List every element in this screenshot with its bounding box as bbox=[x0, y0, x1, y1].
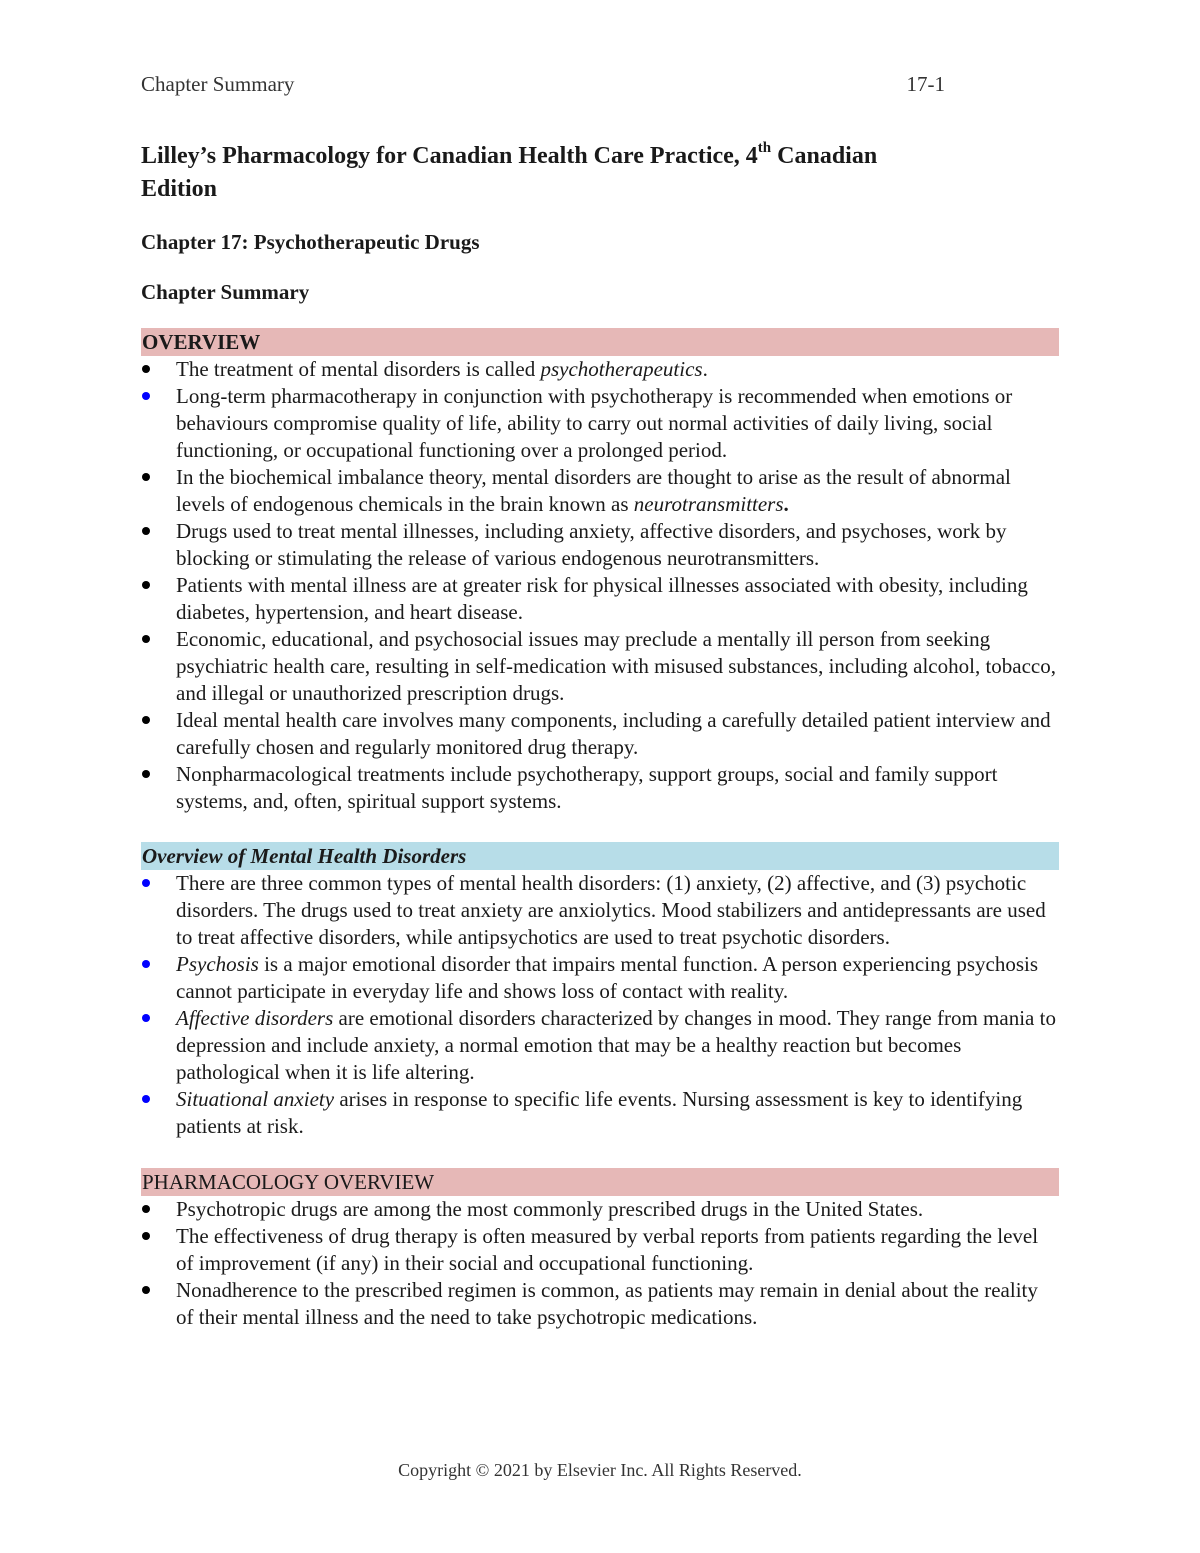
mental-health-header: Overview of Mental Health Disorders bbox=[141, 842, 1059, 870]
overview-list bbox=[141, 356, 1059, 815]
list-item-text: is a major emotional disorder that impairs mental function. A person experiencing psychosis cannot participate in everyday life and shows loss of contact with reality. bbox=[176, 952, 1038, 1003]
list-item-text: There are three common types of mental health disorders: (1) anxiety, (2) affective, and (3) psychotic disorders. The drugs used to treat anxiety are anxiolytics. Mood stabilizers and antidepressants are used to treat affective disorders, while antipsychotics are used to treat psychotic disorders. bbox=[176, 871, 1046, 949]
list-item-text: are emotional disorders characterized by changes in mood. They range from mania to depression and include anxiety, a normal emotion that may be a healthy reaction but becomes pathological when it is life altering. bbox=[176, 1006, 1056, 1084]
list-item bbox=[141, 464, 1059, 518]
list-item-text: Patients with mental illness are at greater risk for physical illnesses associated with obesity, including diabetes, hypertension, and heart disease. bbox=[176, 573, 1028, 624]
chapter-summary-heading: Chapter Summary bbox=[141, 280, 310, 304]
bullet-icon bbox=[142, 960, 150, 968]
chapter-title: Chapter 17: Psychotherapeutic Drugs bbox=[141, 230, 480, 254]
book-title-main: Lilley’s Pharmacology for Canadian Health Care Practice, 4 bbox=[141, 143, 758, 169]
list-item-text: Nonpharmacological treatments include psychotherapy, support groups, social and family support systems, and, often, spiritual support systems. bbox=[176, 762, 998, 813]
pharmacology-overview-header: PHARMACOLOGY OVERVIEW bbox=[141, 1168, 1059, 1196]
bullet-icon bbox=[142, 1232, 150, 1240]
header-page-number: 17-1 bbox=[906, 72, 945, 96]
list-item bbox=[141, 356, 1059, 383]
list-item bbox=[141, 1086, 1059, 1140]
list-item-text: In the biochemical imbalance theory, mental disorders are thought to arise as the result of abnormal levels of endogenous chemicals in the brain known as bbox=[176, 465, 1011, 516]
page-header bbox=[141, 72, 945, 102]
list-item-text: Nonadherence to the prescribed regimen is common, as patients may remain in denial about the reality of their mental illness and the need to take psychotropic medications. bbox=[176, 1278, 1038, 1329]
bullet-icon bbox=[142, 392, 150, 400]
pharmacology-list bbox=[141, 1196, 1059, 1331]
bullet-icon bbox=[142, 1286, 150, 1294]
list-item bbox=[141, 518, 1059, 572]
list-item-text: Ideal mental health care involves many components, including a carefully detailed patient interview and carefully chosen and regularly monitored drug therapy. bbox=[176, 708, 1051, 759]
copyright-footer: Copyright © 2021 by Elsevier Inc. All Rights Reserved. bbox=[398, 1460, 802, 1480]
document-body bbox=[141, 140, 1059, 1331]
list-item-text: Long-term pharmacotherapy in conjunction with psychotherapy is recommended when emotions or behaviours compromise quality of life, ability to carry out normal activities of daily living, social functioning, or occupational functioning over a prolonged period. bbox=[176, 384, 1013, 462]
list-item bbox=[141, 707, 1059, 761]
list-item-emphasis: Situational anxiety bbox=[176, 1087, 335, 1111]
bullet-icon bbox=[142, 473, 150, 481]
list-item bbox=[141, 951, 1059, 1005]
overview-header: OVERVIEW bbox=[141, 328, 1059, 356]
bullet-icon bbox=[142, 581, 150, 589]
list-item bbox=[141, 572, 1059, 626]
list-item bbox=[141, 1196, 1059, 1223]
list-item-text: The treatment of mental disorders is called bbox=[176, 357, 541, 381]
list-item-text: Psychotropic drugs are among the most commonly prescribed drugs in the United States. bbox=[176, 1197, 924, 1221]
bullet-icon bbox=[142, 635, 150, 643]
list-item-text: . bbox=[702, 357, 708, 381]
list-item bbox=[141, 626, 1059, 707]
list-item-text: Drugs used to treat mental illnesses, including anxiety, affective disorders, and psychoses, work by blocking or stimulating the release of various endogenous neurotransmitters. bbox=[176, 519, 1007, 570]
bullet-icon bbox=[142, 365, 150, 373]
header-left-title: Chapter Summary bbox=[141, 72, 295, 96]
list-item-emphasis: neurotransmitters bbox=[633, 492, 784, 516]
book-title bbox=[141, 140, 1059, 206]
list-item-text: . bbox=[783, 492, 789, 516]
bullet-icon bbox=[142, 1095, 150, 1103]
book-title-rest: Canadian bbox=[771, 143, 878, 169]
list-item bbox=[141, 761, 1059, 815]
bullet-icon bbox=[142, 1014, 150, 1022]
book-title-line2: Edition bbox=[141, 176, 218, 202]
bullet-icon bbox=[142, 1205, 150, 1213]
list-item bbox=[141, 383, 1059, 464]
list-item bbox=[141, 1223, 1059, 1277]
list-item-text: The effectiveness of drug therapy is often measured by verbal reports from patients regarding the level of improvement (if any) in their social and occupational functioning. bbox=[176, 1224, 1039, 1275]
bullet-icon bbox=[142, 879, 150, 887]
list-item-emphasis: psychotherapeutics bbox=[540, 357, 703, 381]
list-item-emphasis: Affective disorders bbox=[176, 1006, 334, 1030]
list-item bbox=[141, 1005, 1059, 1086]
bullet-icon bbox=[142, 770, 150, 778]
list-item-text: Economic, educational, and psychosocial issues may preclude a mentally ill person from seeking psychiatric health care, resulting in self-medication with misused substances, including alcohol, tobacco, and illegal or unauthorized prescription drugs. bbox=[176, 627, 1057, 705]
list-item bbox=[141, 870, 1059, 951]
bullet-icon bbox=[142, 527, 150, 535]
bullet-icon bbox=[142, 716, 150, 724]
book-title-superscript: th bbox=[757, 140, 772, 156]
list-item bbox=[141, 1277, 1059, 1331]
list-item-text: arises in response to specific life events. Nursing assessment is key to identifying patients at risk. bbox=[176, 1087, 1023, 1138]
list-item-emphasis: Psychosis bbox=[176, 952, 259, 976]
mental-health-list bbox=[141, 870, 1059, 1140]
